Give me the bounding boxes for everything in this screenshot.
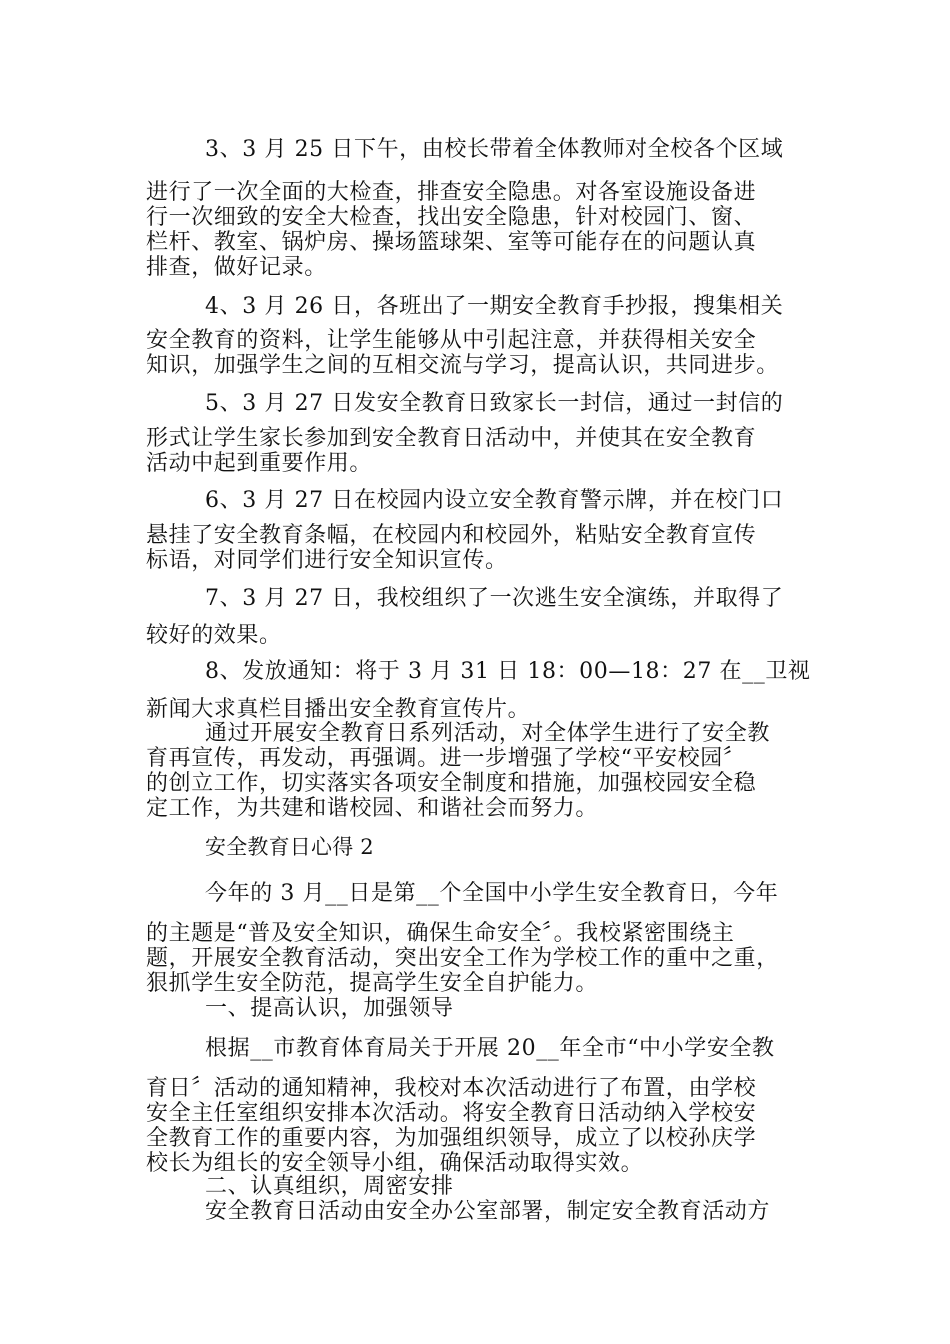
paragraph-line: 悬挂了安全教育条幅，在校园内和校园外，粘贴安全教育宣传: [146, 523, 757, 548]
paragraph-line: 3、3 月 25 日下午，由校长带着全体教师对全校各个区域: [205, 137, 784, 162]
paragraph-line: 进行了一次全面的大检查，排查安全隐患。对各室设施设备进: [146, 180, 757, 205]
paragraph-line: 的创立工作，切实落实各项安全制度和措施，加强校园安全稳: [146, 771, 757, 796]
paragraph-line: 7、3 月 27 日，我校组织了一次逃生安全演练，并取得了: [205, 586, 784, 611]
paragraph-line: 题，开展安全教育活动，突出安全工作为学校工作的重中之重，: [146, 946, 779, 971]
paragraph-line: 6、3 月 27 日在校园内设立安全教育警示牌，并在校门口: [205, 488, 784, 513]
paragraph-line: 知识，加强学生之间的互相交流与学习，提高认识，共同进步。: [146, 353, 779, 378]
paragraph-line: 今年的 3 月__日是第__个全国中小学生安全教育日，今年: [205, 881, 779, 906]
paragraph-line: 栏杆、教室、锅炉房、操场篮球架、室等可能存在的问题认真: [146, 230, 757, 255]
paragraph-line: 活动中起到重要作用。: [146, 451, 373, 476]
paragraph-line: 安全教育日活动由安全办公室部署，制定安全教育活动方: [205, 1199, 771, 1224]
subsection-heading: 一、提高认识，加强领导: [205, 996, 454, 1021]
paragraph-line: 定工作，为共建和谐校园、和谐社会而努力。: [146, 796, 599, 821]
paragraph-line: 的主题是“普及安全知识，确保生命安全〞。我校紧密围绕主: [146, 921, 735, 946]
paragraph-line: 根据__市教育体育局关于开展 20__年全市“中小学安全教: [205, 1036, 775, 1061]
section-heading: 安全教育日心得 2: [205, 835, 374, 859]
paragraph-line: 通过开展安全教育日系列活动，对全体学生进行了安全教: [205, 721, 771, 746]
paragraph-line: 5、3 月 27 日发安全教育日致家长一封信，通过一封信的: [205, 391, 784, 416]
paragraph-line: 8、发放通知：将于 3 月 31 日 18：00—18：27 在__卫视: [205, 659, 811, 684]
subsection-heading: 二、认真组织，周密安排: [205, 1174, 454, 1199]
paragraph-line: 校长为组长的安全领导小组，确保活动取得实效。: [146, 1151, 644, 1176]
paragraph-line: 育日〞活动的通知精神，我校对本次活动进行了布置，由学校: [146, 1076, 757, 1101]
paragraph-line: 新闻大求真栏目播出安全教育宣传片。: [146, 697, 531, 722]
paragraph-line: 安全主任室组织安排本次活动。将安全教育日活动纳入学校安: [146, 1101, 757, 1126]
paragraph-line: 形式让学生家长参加到安全教育日活动中，并使其在安全教育: [146, 426, 757, 451]
paragraph-line: 安全教育的资料，让学生能够从中引起注意，并获得相关安全: [146, 328, 757, 353]
paragraph-line: 标语，对同学们进行安全知识宣传。: [146, 548, 508, 573]
paragraph-line: 全教育工作的重要内容，为加强组织领导，成立了以校孙庆学: [146, 1126, 757, 1151]
paragraph-line: 行一次细致的安全大检查，找出安全隐患，针对校园门、窗、: [146, 205, 757, 230]
paragraph-line: 狠抓学生安全防范，提高学生安全自护能力。: [146, 971, 599, 996]
paragraph-line: 育再宣传，再发动，再强调。进一步增强了学校“平安校园〞: [146, 746, 746, 771]
paragraph-line: 4、3 月 26 日，各班出了一期安全教育手抄报，搜集相关: [205, 294, 784, 319]
paragraph-line: 排查，做好记录。: [146, 255, 327, 280]
paragraph-line: 较好的效果。: [146, 623, 282, 648]
